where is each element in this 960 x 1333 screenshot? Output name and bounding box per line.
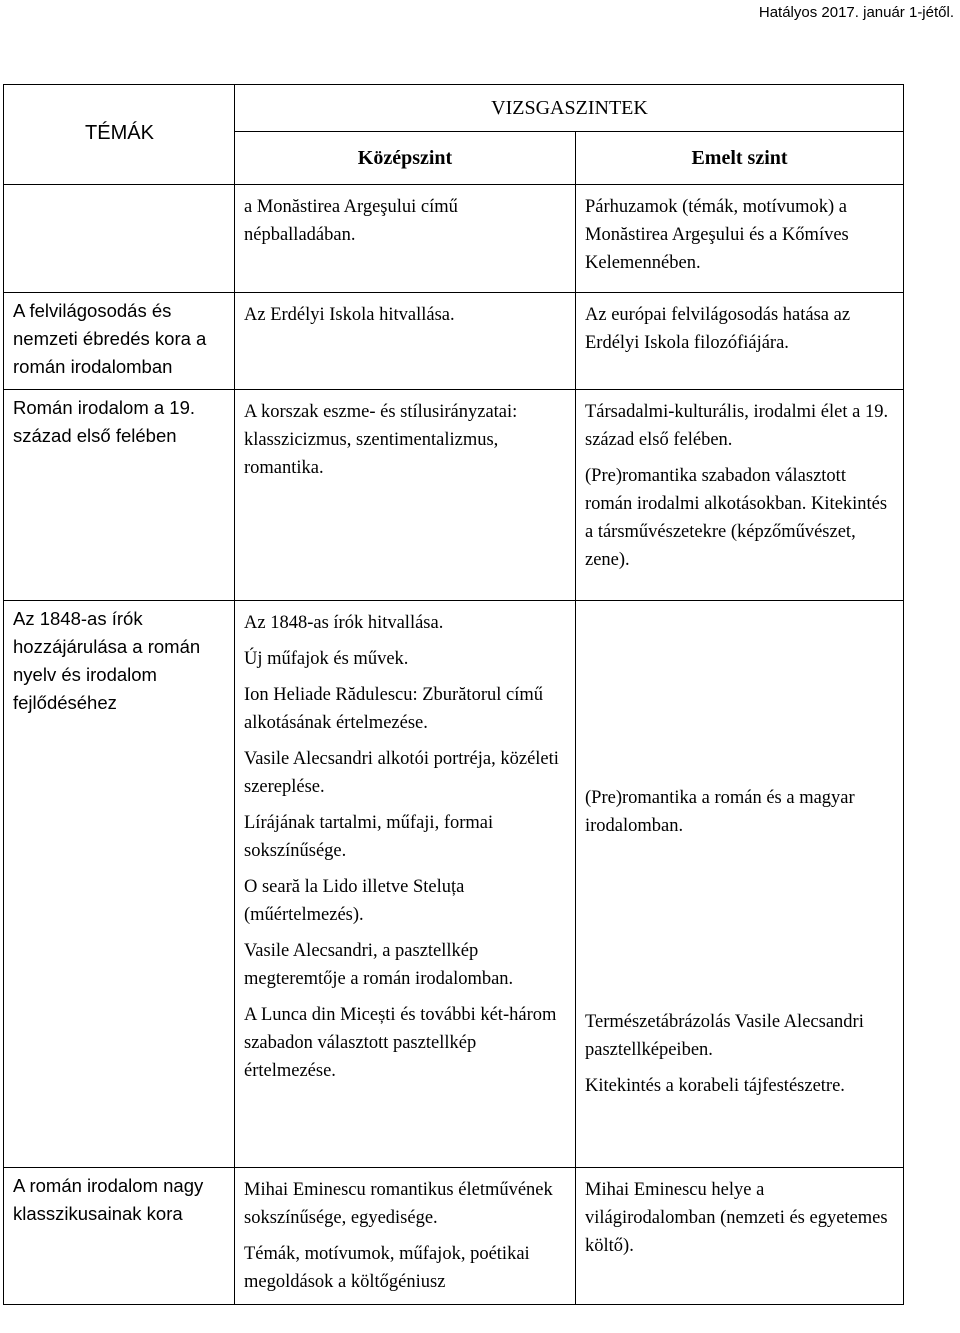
mid-text: A Lunca din Micești és további két-három szabadon választott pasztellkép értelmezése. <box>244 1005 557 1081</box>
table-row <box>4 1168 904 1305</box>
high-text: Társadalmi-kulturális, irodalmi élet a 19. század első felében. <box>585 402 889 450</box>
mid-text: Az Erdélyi Iskola hitvallása. <box>244 305 455 325</box>
high-cell <box>576 601 904 1168</box>
topic-cell <box>4 1168 235 1305</box>
table-row <box>4 185 904 293</box>
mid-cell <box>235 601 576 1168</box>
mid-cell <box>235 293 576 390</box>
topic-text: A román irodalom nagy klasszikusainak kora <box>13 1175 204 1224</box>
mid-text: Ion Heliade Rădulescu: Zburătorul című alkotásának értelmezése. <box>244 685 543 733</box>
mid-cell <box>235 1168 576 1305</box>
high-cell <box>576 185 904 293</box>
mid-text: Új műfajok és művek. <box>244 649 409 669</box>
table-row <box>4 601 904 1168</box>
exam-topics-table <box>3 84 904 1305</box>
topic-cell <box>4 390 235 601</box>
high-text: Párhuzamok (témák, motívumok) a Monăstirea Argeşului és a Kőmíves Kelemennében. <box>585 197 849 273</box>
topic-text: Román irodalom a 19. század első felében <box>13 397 196 446</box>
mid-text: Vasile Alecsandri, a pasztellkép megteremtője a román irodalomban. <box>244 941 514 989</box>
high-text: Kitekintés a korabeli tájfestészetre. <box>585 1076 845 1096</box>
high-level-header: Emelt szint <box>576 132 904 185</box>
topic-cell <box>4 185 235 293</box>
mid-text: Témák, motívumok, műfajok, poétikai megoldások a költőgéniusz <box>244 1244 530 1292</box>
high-text: (Pre)romantika szabadon választott román irodalmi alkotásokban. Kitekintés a társművészetekre (képzőművészet, zene). <box>585 466 888 570</box>
topic-cell <box>4 601 235 1168</box>
page-header-note: Hatályos 2017. január 1-jétől. <box>758 4 954 21</box>
mid-text: Az 1848-as írók hitvallása. <box>244 613 444 633</box>
topic-text: A felvilágosodás és nemzeti ébredés kora a román irodalomban <box>13 300 207 377</box>
mid-cell <box>235 185 576 293</box>
high-text: Mihai Eminescu helye a világirodalomban (nemzeti és egyetemes költő). <box>585 1180 888 1256</box>
high-cell <box>576 1168 904 1305</box>
mid-level-header: Középszint <box>235 132 576 185</box>
high-text: Az európai felvilágosodás hatása az Erdélyi Iskola filozófiájára. <box>585 305 851 353</box>
topic-text: Az 1848-as írók hozzájárulása a román nyelv és irodalom fejlődéséhez <box>13 608 201 713</box>
table-row <box>4 293 904 390</box>
table-row <box>4 390 904 601</box>
topics-header: TÉMÁK <box>4 85 235 185</box>
table-header-row <box>4 85 904 132</box>
mid-cell <box>235 390 576 601</box>
high-cell <box>576 390 904 601</box>
high-text: Természetábrázolás Vasile Alecsandri pasztellképeiben. <box>585 1012 864 1060</box>
mid-text: Lírájának tartalmi, műfaji, formai sokszínűsége. <box>244 813 494 861</box>
mid-text: O seară la Lido illetve Steluța (műértelmezés). <box>244 877 465 925</box>
mid-text: A korszak eszme- és stílusirányzatai: klasszicizmus, szentimentalizmus, romantika. <box>244 402 518 478</box>
mid-text: Mihai Eminescu romantikus életművének sokszínűsége, egyedisége. <box>244 1180 553 1228</box>
exam-levels-header: VIZSGASZINTEK <box>235 85 904 132</box>
mid-text: Vasile Alecsandri alkotói portréja, közéleti szereplése. <box>244 749 559 797</box>
topic-cell <box>4 293 235 390</box>
high-cell <box>576 293 904 390</box>
high-text: (Pre)romantika a román és a magyar irodalomban. <box>585 788 855 836</box>
mid-text: a Monăstirea Argeşului című népballadában. <box>244 197 458 245</box>
